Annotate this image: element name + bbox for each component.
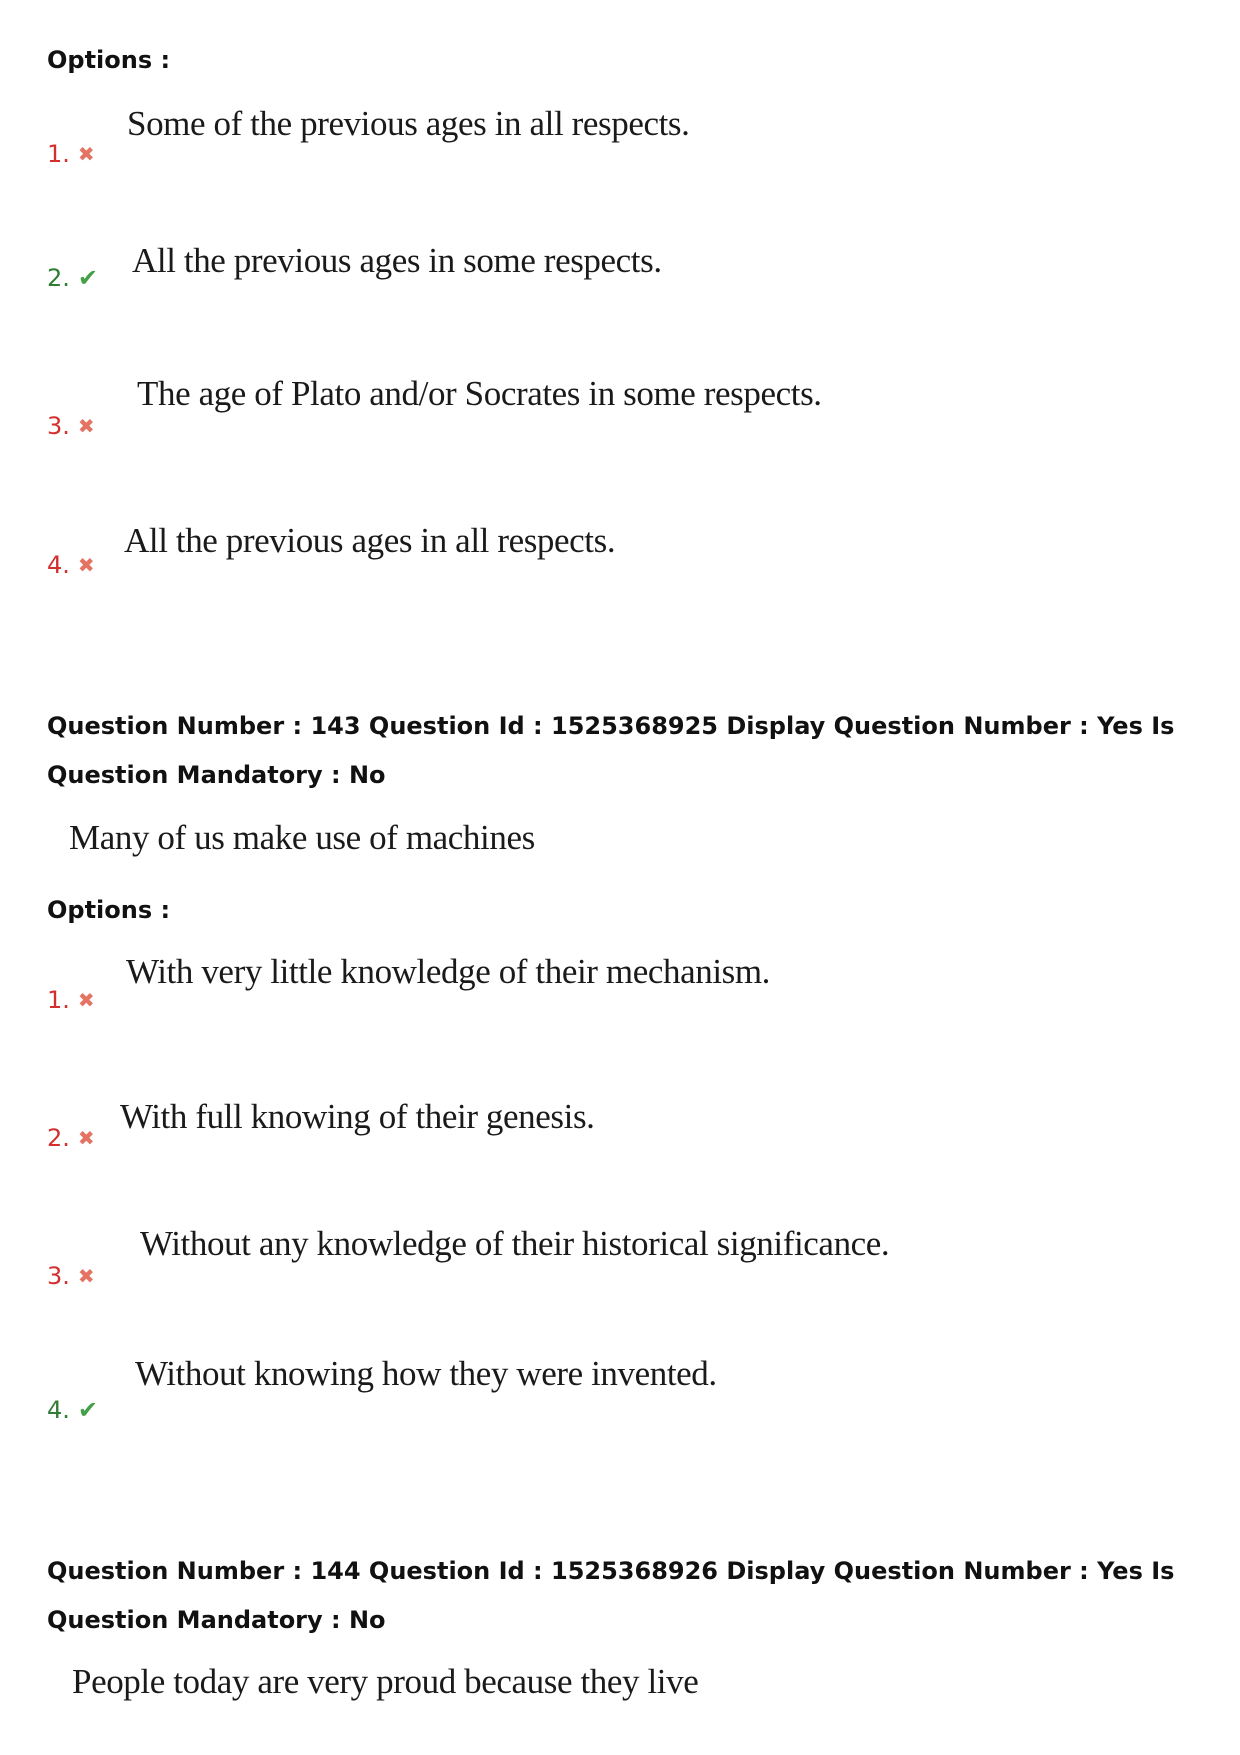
option-text: The age of Plato and/or Socrates in some respects.: [137, 374, 822, 413]
question-header: Question Number : 144 Question Id : 1525368926 Display Question Number : Yes Is Question Mandatory : No: [47, 1557, 1175, 1634]
wrong-mark-icon: ✖: [77, 1126, 95, 1150]
option-number: 1. ✖: [47, 986, 95, 1014]
option-number: 4. ✔: [47, 1396, 99, 1424]
option-text: Without any knowledge of their historical significance.: [140, 1224, 890, 1263]
correct-check-icon: ✔: [77, 1396, 99, 1424]
correct-check-icon: ✔: [77, 264, 99, 292]
option-text: Some of the previous ages in all respects.: [127, 104, 690, 143]
wrong-mark-icon: ✖: [77, 142, 95, 166]
wrong-mark-icon: ✖: [77, 988, 95, 1012]
options-label: Options :: [47, 896, 171, 924]
question-text: Many of us make use of machines: [69, 818, 535, 857]
option-text: Without knowing how they were invented.: [135, 1354, 717, 1393]
wrong-mark-icon: ✖: [77, 414, 95, 438]
option-number: 2. ✔: [47, 264, 99, 292]
wrong-mark-icon: ✖: [77, 553, 95, 577]
option-text: All the previous ages in all respects.: [124, 521, 616, 560]
option-number: 3. ✖: [47, 1262, 95, 1290]
option-number: 2. ✖: [47, 1124, 95, 1152]
option-text: All the previous ages in some respects.: [132, 241, 662, 280]
wrong-mark-icon: ✖: [77, 1264, 95, 1288]
option-text: With full knowing of their genesis.: [120, 1097, 595, 1136]
option-text: With very little knowledge of their mechanism.: [126, 952, 771, 991]
option-number: 3. ✖: [47, 412, 95, 440]
option-number: 1. ✖: [47, 140, 95, 168]
question-header: Question Number : 143 Question Id : 1525368925 Display Question Number : Yes Is Question Mandatory : No: [47, 712, 1175, 789]
option-number: 4. ✖: [47, 551, 95, 579]
question-text: People today are very proud because they live: [72, 1662, 699, 1701]
options-label: Options :: [47, 46, 171, 74]
